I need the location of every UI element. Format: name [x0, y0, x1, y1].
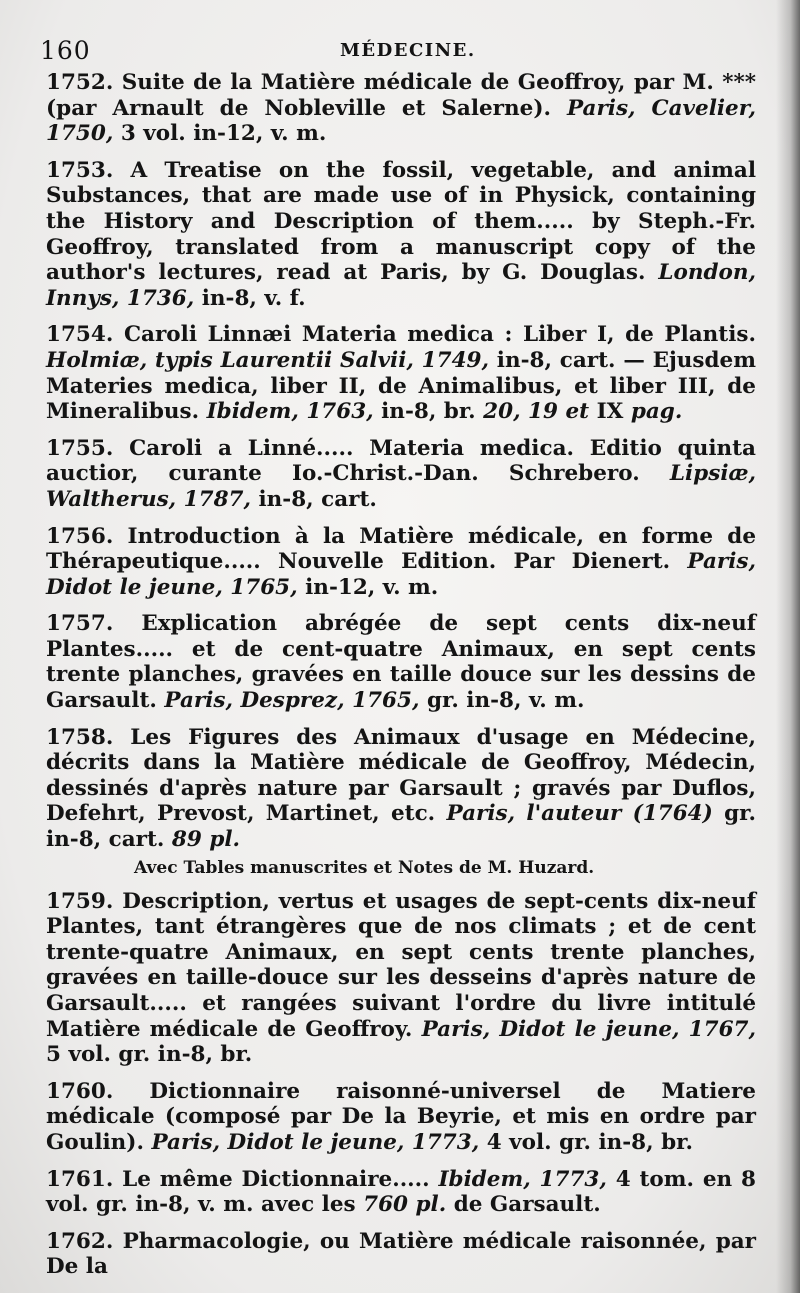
entry-publication-2: Ibidem, 1763,: [206, 399, 374, 425]
entry-publication: Paris, Didot le jeune, 1773,: [151, 1129, 480, 1155]
entry-format: 4 tom. en 8 vol. gr. in-8, v. m. avec les: [46, 1166, 756, 1218]
entry-format: 4 vol. gr. in-8, br.: [486, 1129, 693, 1155]
entry-number: 1761.: [46, 1166, 114, 1192]
entry-publication: Holmiæ, typis Laurentii Salvii, 1749,: [46, 347, 489, 373]
entry-1762: [46, 1229, 756, 1280]
entry-format: in-8, v. f.: [201, 285, 306, 311]
entry-1756: [46, 524, 756, 601]
entry-publication: Paris, Didot le jeune, 1765,: [46, 549, 756, 600]
entry-text: Explication abrégée de sept cents dix-neuf Plantes..... et de cent-quatre Animaux, en sept cents trente planches, gravées en taille douce sur les dessins de Garsault.: [46, 611, 756, 714]
entry-format: in-12, v. m.: [305, 574, 439, 600]
entry-format: in-8, cart. — Ejusdem Materies medica, liber II, de Animalibus, et liber III, de Mineralibus.: [46, 347, 756, 425]
entry-plates: 760 pl.: [363, 1192, 447, 1218]
entry-number: 1755.: [46, 435, 114, 461]
entry-pagination-roman: IX: [596, 399, 624, 425]
entry-publication: Lipsiæ, Waltherus, 1787,: [46, 461, 756, 512]
entry-number: 1762.: [46, 1228, 114, 1254]
entry-number: 1753.: [46, 157, 114, 183]
entry-number: 1756.: [46, 523, 114, 549]
entry-format: gr. in-8, v. m.: [426, 688, 585, 714]
entry-text: Dictionnaire raisonné-universel de Matiere médicale (composé par De la Beyrie, et mis en ordre par Goulin).: [46, 1078, 756, 1155]
entry-text: Caroli Linnæi Materia medica : Liber I, de Plantis.: [123, 322, 756, 348]
entry-publication: Ibidem, 1773,: [438, 1166, 607, 1192]
entry-1758-note: Avec Tables manuscrites et Notes de M. Huzard.: [134, 857, 595, 878]
entry-text: Suite de la Matière médicale de Geoffroy, par M. *** (par Arnault de Nobleville et Salerne).: [46, 70, 756, 121]
running-title: MÉDECINE.: [340, 40, 476, 61]
entry-publication: Paris, Desprez, 1765,: [164, 688, 420, 714]
page-header: [40, 36, 760, 66]
entry-format: in-8, cart.: [258, 486, 377, 512]
entry-number: 1760.: [46, 1078, 114, 1104]
entry-format: gr. in-8, cart.: [46, 801, 756, 853]
entry-text: Pharmacologie, ou Matière médicale raisonnée, par De la: [46, 1228, 756, 1280]
entry-list: [46, 70, 756, 1291]
entry-1758: [46, 725, 756, 853]
entry-text: Les Figures des Animaux d'usage en Médecine, décrits dans la Matière médicale de Geoffroy, Médecin, dessinés d'après nature par Garsault ; gravés par Duflos, Defehrt, Prevost, Martinet, etc.: [46, 724, 756, 827]
entry-number: 1758.: [46, 724, 114, 750]
entry-publication: Paris, Didot le jeune, 1767,: [421, 1016, 756, 1042]
entry-pagination: 20, 19 et: [483, 399, 590, 425]
entry-text: Le même Dictionnaire.....: [122, 1166, 430, 1192]
entry-format-2: de Garsault.: [453, 1192, 601, 1218]
entry-publication: Paris, l'auteur (1764): [446, 801, 713, 827]
entry-publication: Paris, Cavelier, 1750,: [46, 95, 756, 147]
entry-1761: [46, 1167, 756, 1218]
entry-publication: London, Innys, 1736,: [46, 260, 756, 311]
entry-1753: [46, 158, 756, 312]
entry-text: Caroli a Linné..... Materia medica. Editio quinta auctior, curante Io.-Christ.-Dan. Schrebero.: [46, 435, 756, 487]
entry-format: 5 vol. gr. in-8, br.: [46, 1042, 253, 1068]
entry-pagination-suffix: pag.: [630, 399, 683, 425]
entry-format: 3 vol. in-12, v. m.: [120, 121, 327, 147]
entry-format-2: in-8, br.: [381, 399, 476, 425]
entry-text: Introduction à la Matière médicale, en forme de Thérapeutique..... Nouvelle Edition. Par Dienert.: [46, 523, 756, 575]
entry-number: 1752.: [46, 70, 114, 95]
entry-number: 1759.: [46, 888, 114, 914]
entry-number: 1754.: [46, 322, 114, 348]
entry-number: 1757.: [46, 611, 114, 637]
entry-1752: [46, 70, 756, 147]
page-number: 160: [40, 36, 91, 65]
entry-plates: 89 pl.: [171, 827, 241, 853]
entry-1759: [46, 889, 756, 1068]
entry-1754: [46, 322, 756, 424]
entry-1757: [46, 611, 756, 713]
entry-text: A Treatise on the fossil, vegetable, and animal Substances, that are made use of in Physick, containing the History and Description of them..... by Steph.-Fr. Geoffroy, translated from a manuscript copy of the author's lectures, read at Paris, by G. Douglas.: [46, 157, 756, 286]
entry-1755: [46, 436, 756, 513]
entry-text: Description, vertus et usages de sept-cents dix-neuf Plantes, tant étrangères que de nos climats ; et de cent trente-quatre Animaux, en sept cents trente planches, gravées en taille-douce sur les desseins d'après nature de Garsault..... et rangées suivant l'ordre du livre intitulé Matière médicale de Geoffroy.: [46, 888, 756, 1042]
page-edge-shadow: [776, 0, 800, 1293]
entry-1760: [46, 1079, 756, 1156]
